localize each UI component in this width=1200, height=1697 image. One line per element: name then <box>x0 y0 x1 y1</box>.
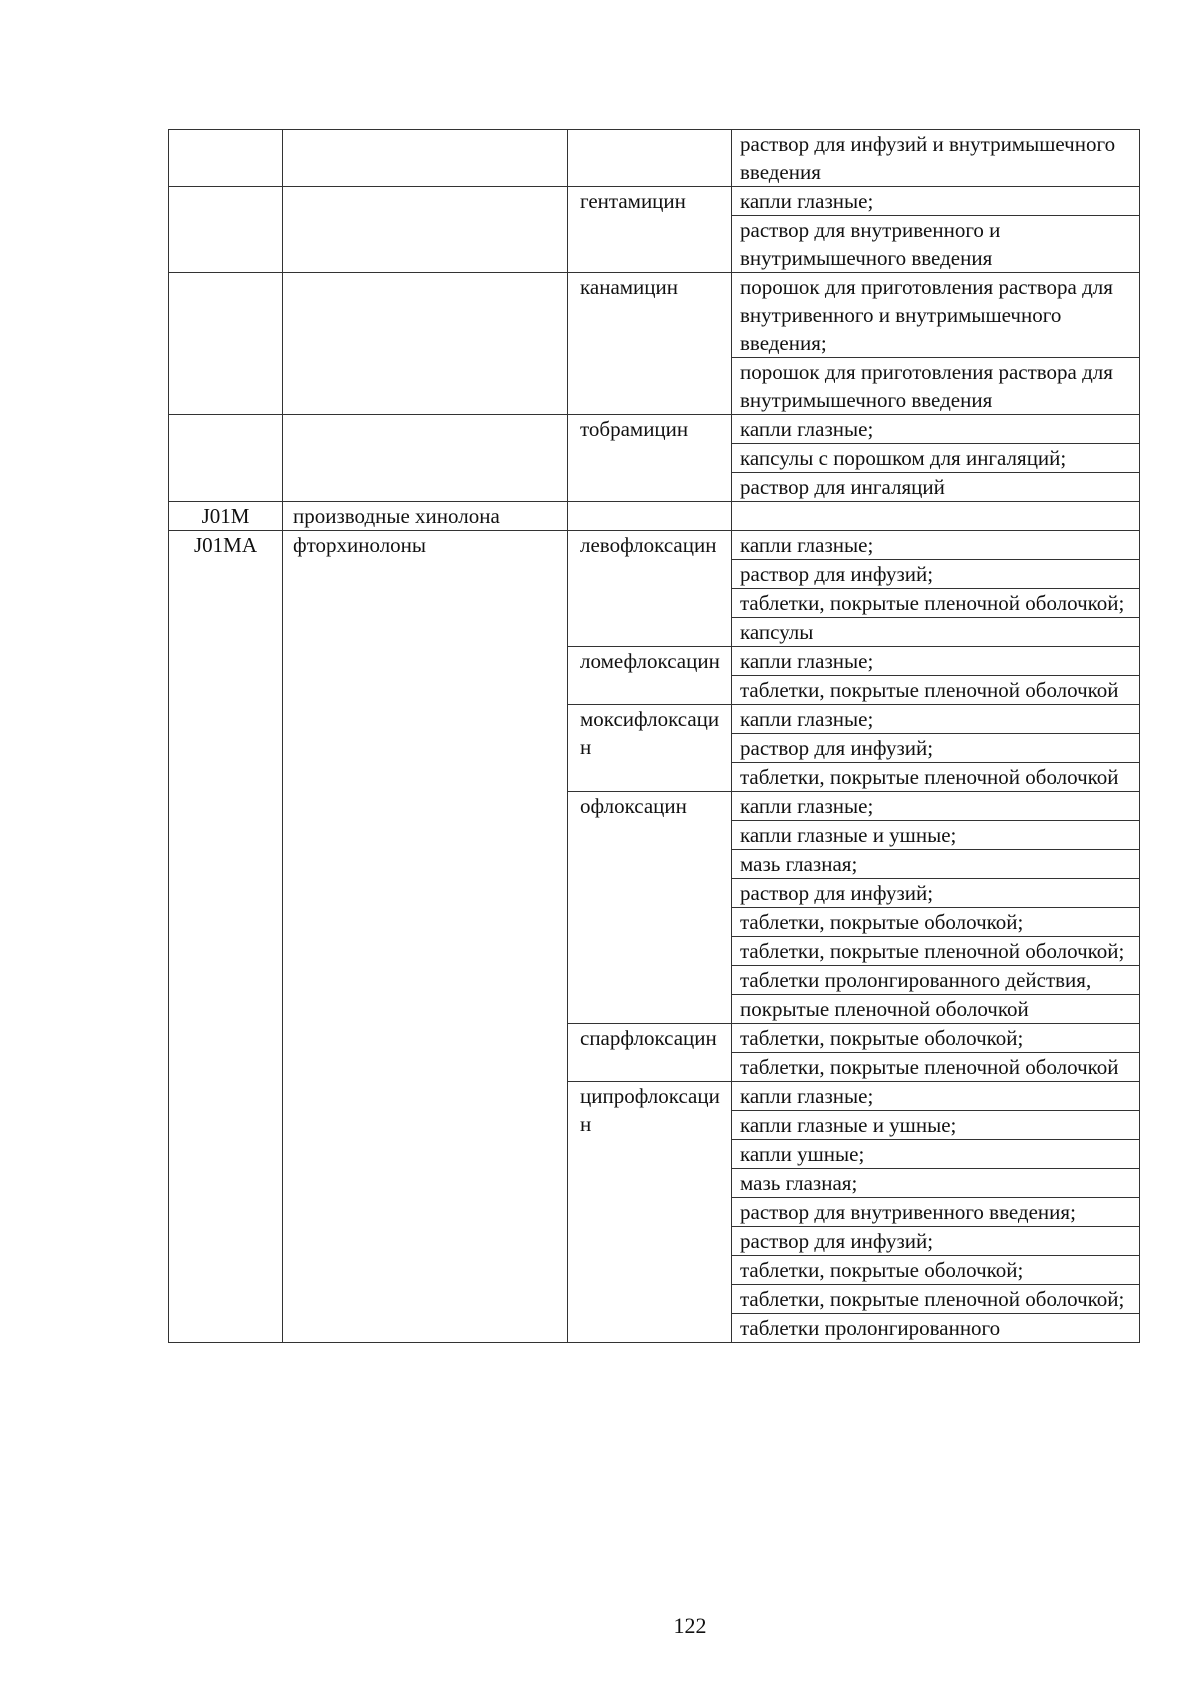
atc-code: J01M <box>169 502 283 531</box>
dosage-form: таблетки пролонгированного действия, <box>732 966 1139 995</box>
table-row <box>169 187 1140 273</box>
dosage-forms-cell <box>732 705 1140 792</box>
dosage-forms-cell <box>732 130 1140 187</box>
drug-name: ципрофлоксацин <box>568 1082 732 1343</box>
table-row <box>169 415 1140 502</box>
dosage-form: таблетки, покрытые оболочкой; <box>732 1256 1139 1285</box>
dosage-forms-cell <box>732 531 1140 647</box>
dosage-form: капсулы <box>740 620 814 644</box>
drug-name: гентамицин <box>568 187 732 273</box>
dosage-forms-cell <box>732 415 1140 502</box>
dosage-form: таблетки, покрытые оболочкой; <box>732 1024 1139 1053</box>
dosage-form: таблетки, покрытые пленочной оболочкой; <box>732 937 1139 966</box>
dosage-form: капсулы с порошком для ингаляций; <box>732 444 1139 473</box>
dosage-form: капли глазные; <box>732 187 1139 216</box>
dosage-form: порошок для приготовления раствора для внутримышечного введения <box>740 360 1113 412</box>
dosage-form: раствор для внутривенного введения; <box>732 1198 1139 1227</box>
dosage-form: капли глазные и ушные; <box>732 821 1139 850</box>
dosage-form: таблетки, покрытые оболочкой; <box>732 908 1139 937</box>
group-name: производные хинолона <box>283 502 568 531</box>
dosage-forms-cell <box>732 1024 1140 1082</box>
dosage-form: таблетки, покрытые пленочной оболочкой <box>740 765 1119 789</box>
dosage-form: таблетки, покрытые пленочной оболочкой <box>740 1055 1119 1079</box>
dosage-form: таблетки, покрытые пленочной оболочкой; <box>732 589 1139 618</box>
dosage-form: капли глазные; <box>732 792 1139 821</box>
drug-name: канамицин <box>568 273 732 415</box>
dosage-forms-cell <box>732 792 1140 1024</box>
drug-table <box>168 129 1140 1343</box>
dosage-form: раствор для инфузий; <box>732 879 1139 908</box>
dosage-form: раствор для инфузий; <box>732 560 1139 589</box>
dosage-forms-cell <box>732 1082 1140 1343</box>
page-number: 122 <box>673 1613 707 1638</box>
dosage-form: раствор для инфузий и внутримышечного введения <box>740 132 1116 184</box>
dosage-form: капли глазные; <box>732 1082 1139 1111</box>
drug-name: офлоксацин <box>568 792 732 1024</box>
table-row <box>169 502 1140 531</box>
dosage-form: раствор для внутривенного и внутримышечного введения <box>740 218 1001 270</box>
dosage-form: таблетки, покрытые пленочной оболочкой <box>740 678 1119 702</box>
group-name: фторхинолоны <box>283 531 568 1343</box>
dosage-form: капли глазные; <box>732 531 1139 560</box>
dosage-form: порошок для приготовления раствора для внутривенного и внутримышечного введения; <box>732 273 1139 358</box>
dosage-form: капли глазные; <box>732 647 1139 676</box>
atc-code-cell <box>169 130 283 187</box>
table-row <box>169 273 1140 415</box>
drug-name: моксифлоксацин <box>568 705 732 792</box>
drug-name: тобрамицин <box>568 415 732 502</box>
dosage-form: капли глазные; <box>732 705 1139 734</box>
dosage-form: капли глазные; <box>732 415 1139 444</box>
dosage-form: мазь глазная; <box>732 1169 1139 1198</box>
dosage-form: мазь глазная; <box>732 850 1139 879</box>
dosage-form: раствор для инфузий; <box>732 734 1139 763</box>
dosage-form: раствор для инфузий; <box>732 1227 1139 1256</box>
group-name-cell <box>283 130 568 187</box>
dosage-form: раствор для ингаляций <box>740 475 945 499</box>
dosage-forms-cell <box>732 187 1140 273</box>
dosage-form: покрытые пленочной оболочкой <box>740 997 1029 1021</box>
drug-name: левофлоксацин <box>568 531 732 647</box>
dosage-form: капли глазные и ушные; <box>732 1111 1139 1140</box>
dosage-form: таблетки, покрытые пленочной оболочкой; <box>732 1285 1139 1314</box>
drug-name: спарфлоксацин <box>568 1024 732 1082</box>
dosage-form: таблетки пролонгированного <box>740 1316 1001 1340</box>
table-row <box>169 531 1140 647</box>
drug-name-cell <box>568 130 732 187</box>
dosage-forms-cell <box>732 647 1140 705</box>
table-row <box>169 130 1140 187</box>
atc-code: J01MA <box>169 531 283 1343</box>
dosage-forms-cell <box>732 273 1140 415</box>
dosage-form: капли ушные; <box>732 1140 1139 1169</box>
drug-name: ломефлоксацин <box>568 647 732 705</box>
